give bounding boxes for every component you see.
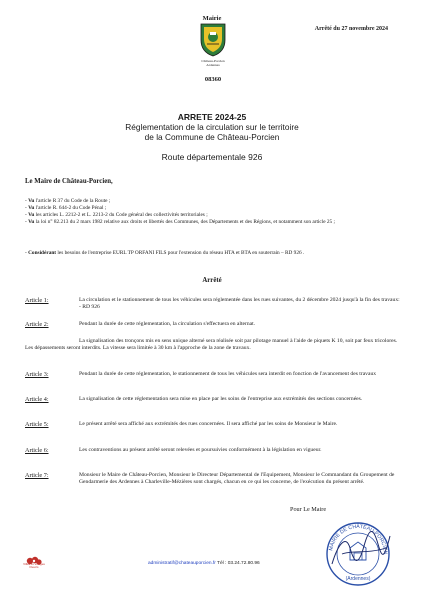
visa-text: la loi n° 82.213 du 2 mars 1982 relative aux droits et libertés des Communes, des Départements et des Régions, et notamment son article 25 ; — [34, 219, 335, 225]
visa-lead: Vu — [28, 219, 35, 225]
postal-code: 08360 — [204, 76, 222, 83]
signature-icon — [328, 524, 392, 572]
article-3-text: Pendant la durée de cette réglementation, le stationnement de tous les véhicules sera interdit en fonction de l'avancement des travaux — [79, 371, 377, 377]
article-7-label: Article 7: — [25, 472, 49, 479]
visa-item: - Vu les articles L. 2212-2 et L. 2213-2 du Code général des collectivités territoriales ; — [25, 212, 208, 218]
article-1-label: Article 1: — [25, 297, 49, 304]
article-5-label: Article 5: — [25, 421, 49, 428]
arrete-subtitle — [110, 122, 314, 142]
article-6-text: Les contraventions au présent arrêté seront relevées et poursuivies conformément à la législation en vigueur. — [79, 447, 322, 453]
maire-heading: Le Maire de Château-Porcien, — [25, 178, 113, 185]
badge-label-line-1: Villes et Villages — [23, 562, 45, 566]
article-2-continuation: La signalisation des tronçons mis en sens unique alterné sera réalisée soit par pilotage manuel à l'aide de piquets K 10, soit par feux tricolores. Les dépassements seront interdits. La vitesse sera limitée à 30 km à l'approche de la zone de travaux. — [25, 338, 398, 351]
article-1-text: La circulation et le stationnement de tous les véhicules sera réglementée dans les rues suivantes, du 2 décembre 2024 jusqu'à la fin des travaux: - RD 926 — [79, 297, 400, 310]
considerant-text: les besoins de l'entreprise EURL TP ORFANI FILS pour l'extension du réseau HTA et BTA en souterrain – RD 926 . — [56, 250, 305, 256]
contact-footer — [148, 561, 260, 566]
visa-text: l'article R. 644-2 du Code Pénal ; — [34, 205, 107, 211]
article-4-text: La signalisation de cette réglementation sera mise en place par les soins de l'entreprise aux extrémités des sections concernées. — [79, 396, 363, 402]
visa-item: - Vu l'article R. 644-2 du Code Pénal ; — [25, 205, 107, 211]
considerant-lead: Considérant — [28, 250, 57, 256]
visa-lead: Vu — [28, 205, 35, 211]
signature-label: Pour Le Maire — [290, 506, 327, 513]
badge-label-line-2: Fleuris — [29, 565, 39, 570]
arrete-heading: Arrêté — [202, 277, 222, 284]
article-4-label: Article 4: — [25, 396, 49, 403]
subtitle-line-1: Réglementation de la circulation sur le territoire — [125, 122, 299, 132]
article-7-text: Monsieur le Maire de Château-Porcien, Monsieur le Directeur Départemental de l'Equipement, Monsieur le Commandant du Groupement de Gendarmerie des Ardennes à Charleville-Mézières sont chargés, chacun en ce qui les concerne, de l'exécution du présent arrêté. — [79, 472, 395, 485]
stamp-bottom-text: (Ardennes) — [345, 576, 371, 582]
visa-text: l'article R 37 du Code de la Route ; — [34, 198, 111, 204]
mairie-label: Mairie — [202, 15, 222, 22]
visa-lead: Vu — [28, 198, 35, 204]
article-5-text: Le présent arrêté sera affiché aux extrémités des rues concernées. Il sera affiché par les soins de Monsieur le Maire. — [79, 421, 338, 427]
crest-motto — [196, 59, 230, 67]
badge-label — [21, 563, 47, 570]
subtitle-line-2: de la Commune de Château-Porcien — [144, 132, 280, 142]
visa-item: - Vu la loi n° 82.213 du 2 mars 1982 relative aux droits et libertés des Communes, des Départements et des Régions, et notamment son article 25 ; — [25, 219, 335, 225]
arrete-date: Arrêté du 27 novembre 2024 — [314, 26, 388, 32]
town-crest-icon — [198, 22, 228, 58]
visa-lead: Vu — [28, 212, 35, 218]
phone-number: Tél : 03.24.72.80.96 — [215, 561, 260, 566]
considerant-paragraph: - Considérant les besoins de l'entreprise EURL TP ORFANI FILS pour l'extension du réseau HTA et BTA en souterrain – RD 926 . — [25, 250, 305, 256]
visa-text: les articles L. 2212-2 et L. 2213-2 du Code général des collectivités territoriales ; — [34, 212, 208, 218]
route-heading: Route départementale 926 — [161, 152, 263, 162]
visa-item: - Vu l'article R 37 du Code de la Route ; — [25, 198, 111, 204]
stamp-arc-text: MAIRIE DE CHÂTEAU-PORCIEN — [328, 523, 389, 555]
article-2-label: Article 2: — [25, 321, 49, 328]
crest-motto-line-2: Ardennes — [206, 63, 220, 67]
article-3-label: Article 3: — [25, 371, 49, 378]
article-6-label: Article 6: — [25, 447, 49, 454]
email-link[interactable]: administratif@chateauporcien.fr — [148, 561, 216, 566]
arrete-number: ARRETE 2024-25 — [177, 112, 247, 122]
crest-motto-line-1: Château-Porcien — [201, 59, 225, 63]
article-2-text: Pendant la durée de cette réglementation, la circulation s'effectuera en alternat. — [79, 321, 256, 327]
